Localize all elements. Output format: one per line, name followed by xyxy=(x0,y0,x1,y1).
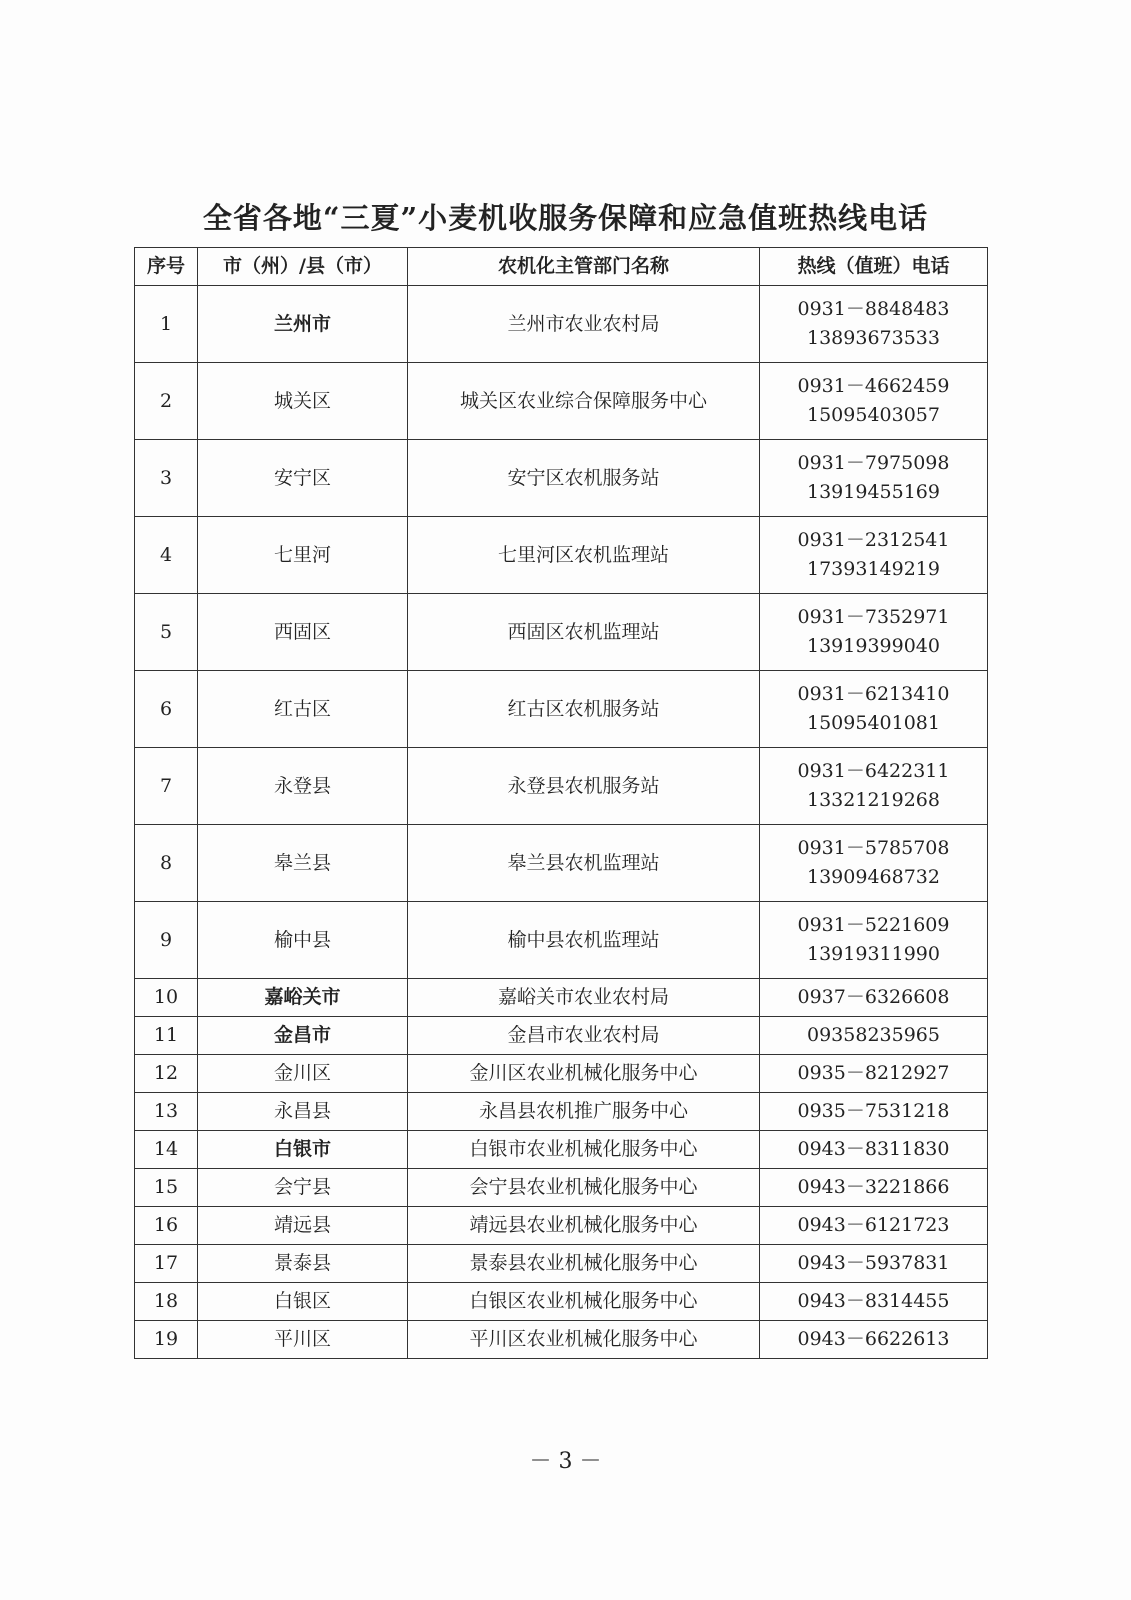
department-name: 金川区农业机械化服务中心 xyxy=(408,1055,760,1093)
phone-cell xyxy=(760,1055,988,1093)
phone-number: 0931－4662459 xyxy=(797,375,950,397)
phone-number: 17393149219 xyxy=(807,558,940,580)
department-name: 嘉峪关市农业农村局 xyxy=(408,979,760,1017)
row-number: 13 xyxy=(135,1093,198,1131)
department-name: 会宁县农业机械化服务中心 xyxy=(408,1169,760,1207)
table-row xyxy=(135,1169,988,1207)
page-number: － 3 － xyxy=(529,1449,602,1474)
phone-cell xyxy=(760,979,988,1017)
phone-number: 0931－8848483 xyxy=(797,298,950,320)
district-name: 平川区 xyxy=(198,1321,408,1359)
phone-number: 0943－8311830 xyxy=(797,1138,950,1160)
district-name: 永登县 xyxy=(198,748,408,825)
department-name: 兰州市农业农村局 xyxy=(408,286,760,363)
phone-number: 0943－8314455 xyxy=(797,1290,950,1312)
row-number: 6 xyxy=(135,671,198,748)
phone-cell xyxy=(760,1169,988,1207)
table-row xyxy=(135,1093,988,1131)
phone-number: 15095401081 xyxy=(807,712,940,734)
phone-cell xyxy=(760,902,988,979)
district-name: 红古区 xyxy=(198,671,408,748)
table-row xyxy=(135,671,988,748)
row-number: 7 xyxy=(135,748,198,825)
district-name: 永昌县 xyxy=(198,1093,408,1131)
phone-number: 0931－7352971 xyxy=(797,606,950,628)
row-number: 5 xyxy=(135,594,198,671)
phone-number: 0931－5221609 xyxy=(797,914,950,936)
phone-number: 0931－7975098 xyxy=(797,452,950,474)
table-row xyxy=(135,902,988,979)
phone-cell xyxy=(760,1283,988,1321)
phone-cell xyxy=(760,594,988,671)
table-row xyxy=(135,1055,988,1093)
phone-cell xyxy=(760,1207,988,1245)
row-number: 11 xyxy=(135,1017,198,1055)
city-name: 金昌市 xyxy=(198,1017,408,1055)
header-region: 市（州）/县（市） xyxy=(198,248,408,286)
header-phone: 热线（值班）电话 xyxy=(760,248,988,286)
table-row xyxy=(135,1321,988,1359)
district-name: 景泰县 xyxy=(198,1245,408,1283)
district-name: 安宁区 xyxy=(198,440,408,517)
phone-cell xyxy=(760,1131,988,1169)
table-row xyxy=(135,1283,988,1321)
phone-number: 13919311990 xyxy=(807,943,940,965)
phone-number: 0943－5937831 xyxy=(797,1252,950,1274)
row-number: 2 xyxy=(135,363,198,440)
phone-cell xyxy=(760,1017,988,1055)
table-row xyxy=(135,1245,988,1283)
phone-cell xyxy=(760,286,988,363)
phone-number: 13893673533 xyxy=(807,327,940,349)
department-name: 红古区农机服务站 xyxy=(408,671,760,748)
row-number: 15 xyxy=(135,1169,198,1207)
table-row xyxy=(135,517,988,594)
table-row xyxy=(135,825,988,902)
district-name: 西固区 xyxy=(198,594,408,671)
phone-number: 13909468732 xyxy=(807,866,940,888)
table-row xyxy=(135,1207,988,1245)
header-department: 农机化主管部门名称 xyxy=(408,248,760,286)
row-number: 19 xyxy=(135,1321,198,1359)
phone-cell xyxy=(760,671,988,748)
phone-number: 0931－6422311 xyxy=(797,760,950,782)
department-name: 西固区农机监理站 xyxy=(408,594,760,671)
phone-number: 0943－6622613 xyxy=(797,1328,950,1350)
phone-number: 0931－2312541 xyxy=(797,529,950,551)
city-name: 兰州市 xyxy=(198,286,408,363)
row-number: 16 xyxy=(135,1207,198,1245)
row-number: 4 xyxy=(135,517,198,594)
department-name: 城关区农业综合保障服务中心 xyxy=(408,363,760,440)
phone-number: 13919455169 xyxy=(807,481,940,503)
department-name: 靖远县农业机械化服务中心 xyxy=(408,1207,760,1245)
table-row xyxy=(135,363,988,440)
hotline-table xyxy=(134,247,988,1359)
phone-number: 0931－6213410 xyxy=(797,683,950,705)
phone-number: 0943－6121723 xyxy=(797,1214,950,1236)
phone-number: 0935－8212927 xyxy=(797,1062,950,1084)
phone-cell xyxy=(760,363,988,440)
department-name: 安宁区农机服务站 xyxy=(408,440,760,517)
row-number: 8 xyxy=(135,825,198,902)
district-name: 皋兰县 xyxy=(198,825,408,902)
phone-cell xyxy=(760,748,988,825)
table-row xyxy=(135,748,988,825)
district-name: 城关区 xyxy=(198,363,408,440)
table-row xyxy=(135,440,988,517)
row-number: 17 xyxy=(135,1245,198,1283)
table-row xyxy=(135,979,988,1017)
phone-number: 0943－3221866 xyxy=(797,1176,950,1198)
table-body xyxy=(135,286,988,1359)
department-name: 七里河区农机监理站 xyxy=(408,517,760,594)
table-row xyxy=(135,1131,988,1169)
phone-cell xyxy=(760,1093,988,1131)
department-name: 白银区农业机械化服务中心 xyxy=(408,1283,760,1321)
phone-number: 09358235965 xyxy=(807,1024,940,1046)
header-no: 序号 xyxy=(135,248,198,286)
department-name: 平川区农业机械化服务中心 xyxy=(408,1321,760,1359)
department-name: 永昌县农机推广服务中心 xyxy=(408,1093,760,1131)
phone-cell xyxy=(760,1245,988,1283)
phone-number: 15095403057 xyxy=(807,404,940,426)
page-title: 全省各地“三夏”小麦机收服务保障和应急值班热线电话 xyxy=(202,201,929,235)
district-name: 金川区 xyxy=(198,1055,408,1093)
row-number: 14 xyxy=(135,1131,198,1169)
phone-cell xyxy=(760,440,988,517)
department-name: 白银市农业机械化服务中心 xyxy=(408,1131,760,1169)
row-number: 18 xyxy=(135,1283,198,1321)
city-name: 白银市 xyxy=(198,1131,408,1169)
row-number: 9 xyxy=(135,902,198,979)
table-row xyxy=(135,1017,988,1055)
phone-number: 0935－7531218 xyxy=(797,1100,950,1122)
phone-number: 0931－5785708 xyxy=(797,837,950,859)
city-name: 嘉峪关市 xyxy=(198,979,408,1017)
phone-number: 13321219268 xyxy=(807,789,940,811)
department-name: 皋兰县农机监理站 xyxy=(408,825,760,902)
phone-cell xyxy=(760,825,988,902)
phone-number: 0937－6326608 xyxy=(797,986,950,1008)
row-number: 1 xyxy=(135,286,198,363)
phone-cell xyxy=(760,1321,988,1359)
district-name: 白银区 xyxy=(198,1283,408,1321)
district-name: 榆中县 xyxy=(198,902,408,979)
table-row xyxy=(135,286,988,363)
department-name: 景泰县农业机械化服务中心 xyxy=(408,1245,760,1283)
table-header-row xyxy=(135,248,988,286)
row-number: 12 xyxy=(135,1055,198,1093)
district-name: 靖远县 xyxy=(198,1207,408,1245)
district-name: 会宁县 xyxy=(198,1169,408,1207)
table-row xyxy=(135,594,988,671)
row-number: 10 xyxy=(135,979,198,1017)
district-name: 七里河 xyxy=(198,517,408,594)
department-name: 永登县农机服务站 xyxy=(408,748,760,825)
department-name: 金昌市农业农村局 xyxy=(408,1017,760,1055)
department-name: 榆中县农机监理站 xyxy=(408,902,760,979)
phone-cell xyxy=(760,517,988,594)
row-number: 3 xyxy=(135,440,198,517)
phone-number: 13919399040 xyxy=(807,635,940,657)
